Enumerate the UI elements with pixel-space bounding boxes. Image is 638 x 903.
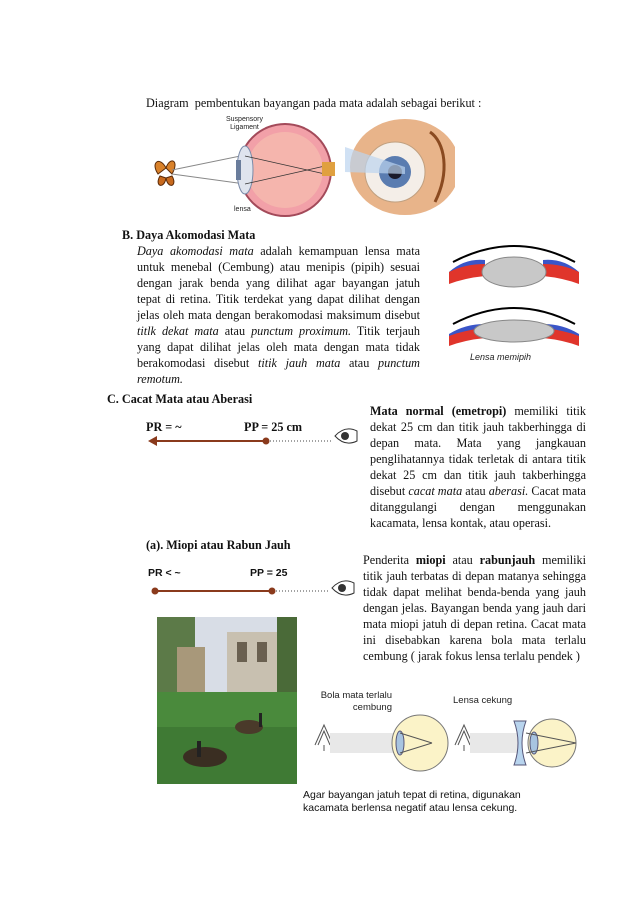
normal-eye-paragraph — [370, 403, 586, 531]
miopi.paragraph-run: rabunjauh — [479, 553, 536, 567]
lens-label: lensa — [234, 206, 251, 213]
miopi.paragraph-run: atau — [445, 553, 480, 567]
miopi-range-line — [150, 584, 330, 598]
miopi.paragraph-run: miopi — [415, 553, 446, 567]
normal-pp-label: PP = 25 cm — [244, 420, 303, 434]
section_c.normal_paragraph-run: aberasi. — [488, 484, 529, 498]
miopi-pp-label: PP = 25 — [250, 567, 288, 579]
section_b.paragraph-run: titlk dekat mata — [137, 324, 219, 338]
section_b.paragraph-run: atau — [340, 356, 379, 370]
miopi.paragraph-run: memiliki titik jauh terbatas di depan matanya sehingga tidak dapat melihat benda-benda yang jauh dengan jelas. Bayangan benda yang jauh dari mata miopi jatuh di depan retina. Cacat mata ini disebabkan karena bola mata terlalu cembung ( jarak fokus lensa terlalu pendek ) — [363, 553, 586, 663]
normal-pr-label: PR = ~ — [146, 420, 182, 434]
eye-anatomy-figure — [150, 112, 335, 217]
section_c.normal_paragraph-run: memiliki titik dekat 25 cm dan titik jauh takberhingga di depan mata. Mata yang jangkauan penglihatannya tidak terletak di antara titik dekat 25 cm dan titik jauh takberhingga disebut — [370, 404, 586, 498]
intro-sentence: Diagram pembentukan bayangan pada mata adalah sebagai berikut : — [146, 96, 482, 110]
section-c-heading: C. Cacat Mata atau Aberasi — [107, 392, 253, 406]
section_b.paragraph-run: Daya akomodasi mata — [137, 244, 254, 258]
eye-icon-miopi — [330, 577, 356, 599]
section_c.normal_paragraph-run: cacat mata — [408, 484, 463, 498]
blurry-geese-photo — [157, 617, 297, 784]
miopi-paragraph — [363, 552, 586, 664]
footer-note: Agar bayangan jatuh tepat di retina, digunakan kacamata berlensa negatif atau lensa cekung. — [303, 789, 521, 814]
butterfly-icon — [155, 161, 175, 186]
section_b.paragraph-run: punctum proximum. — [251, 324, 352, 338]
miopi.paragraph-run: Penderita — [363, 553, 416, 567]
myopia-label-right: Lensa cekung — [453, 695, 513, 706]
miopi-pr-label: PR < ~ — [148, 567, 181, 579]
section-b-paragraph — [137, 243, 420, 387]
eye-closeup-photo — [345, 112, 455, 217]
section_b.paragraph-run: titik jauh mata — [257, 356, 341, 370]
section_c.normal_paragraph-run: Mata normal (emetropi) — [370, 404, 507, 418]
miopi-heading: (a). Miopi atau Rabun Jauh — [146, 538, 291, 552]
section_c.normal_paragraph-run: Cacat mata ditanggulangi dengan menggunakan kacamata, lensa kontak, atau operasi. — [370, 484, 586, 530]
section_b.paragraph-run: punctum remotum. — [137, 356, 420, 386]
section_c.normal_paragraph-run: atau — [462, 484, 489, 498]
eye-icon — [333, 425, 359, 447]
lens-caption: Lensa memipih — [470, 352, 532, 362]
normal-range-line — [148, 433, 333, 449]
thin-lens-figure — [449, 308, 579, 346]
thick-lens-figure — [449, 246, 579, 287]
myopia-label-left: Bola mata terlalu cembung — [320, 690, 392, 713]
myopia-correction-diagram — [300, 685, 580, 780]
section_b.paragraph-run: Titik terjauh yang dapat dilihat jelas oleh mata dengan mata tidak berakomodasi disebut — [137, 324, 420, 370]
section_b.paragraph-run: adalah kemampuan lensa mata untuk menebal (Cembung) atau menipis (pipih) sesuai dengan jarak benda yang dilihat agar bayangan jatuh tepat di retina. Titik terdekat yang dapat dilihat dengan jelas oleh mata dengan berakomodasi maksimum disebut — [137, 244, 420, 322]
section_b.paragraph-run: atau — [218, 324, 252, 338]
lens-accommodation-diagram — [445, 232, 583, 372]
suspensory-ligament-label: Suspensory Ligament — [226, 116, 263, 131]
section-b-heading: B. Daya Akomodasi Mata — [122, 228, 256, 242]
